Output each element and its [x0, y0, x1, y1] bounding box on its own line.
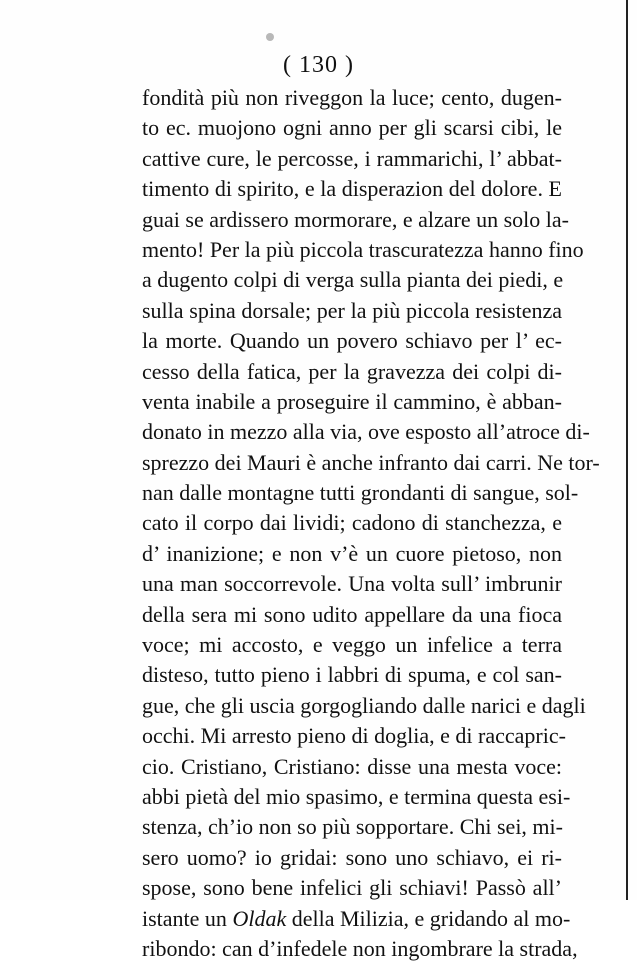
text-line: d’ inanizione; e non v’è un cuore pietoso, non	[142, 540, 562, 566]
text-line: voce; mi accosto, e veggo un infelice a terra	[142, 632, 562, 658]
text-line: ribondo: can d’infedele non ingombrare la strada,	[142, 935, 578, 961]
text-line: sprezzo dei Mauri è anche infranto dai carri. Ne tor-	[142, 449, 600, 475]
text-line: una man soccorrevole. Una volta sull’ imbrunir	[142, 571, 562, 597]
text-line: stenza, ch’io non so più sopportare. Chi sei, mi-	[142, 814, 563, 840]
text-line: cattive cure, le percosse, i rammarichi, l’ abbat-	[142, 145, 562, 171]
text-line: donato in mezzo alla via, ove esposto all’atroce di-	[142, 419, 590, 445]
italic-term: Oldak	[232, 905, 287, 931]
text-line: mento! Per la più piccola trascuratezza hanno fino	[142, 236, 584, 262]
text-line: occhi. Mi arresto pieno di doglia, e di raccapric-	[142, 723, 566, 749]
text-line: venta inabile a proseguire il cammino, è abban-	[142, 388, 562, 414]
text-line: sulla spina dorsale; per la più piccola resistenza	[142, 297, 562, 323]
text-line: sero uomo? io gridai: sono uno schiavo, ei ri-	[142, 844, 562, 870]
text-line: cesso della fatica, per la gravezza dei colpi di-	[142, 358, 562, 384]
text-line: to ec. muojono ogni anno per gli scarsi cibi, le	[142, 115, 562, 141]
ink-speck	[266, 33, 274, 41]
text-line: nan dalle montagne tutti grondanti di sangue, sol-	[142, 480, 579, 506]
text-line: a dugento colpi di verga sulla pianta dei piedi, e	[142, 267, 564, 293]
text-line: la morte. Quando un povero schiavo per l’ ec-	[142, 328, 562, 354]
text-line: istante un Oldak della Milizia, e gridando al mo-	[142, 905, 571, 931]
text-line: abbi pietà del mio spasimo, e termina questa esi-	[142, 783, 571, 809]
text-line: fondità più non riveggon la luce; cento, dugen-	[142, 85, 562, 110]
text-line: timento di spirito, e la disperazion del dolore. E	[142, 176, 562, 202]
body-text	[142, 83, 600, 964]
text-line: della sera mi sono udito appellare da una fioca	[142, 601, 562, 627]
text-line: guai se ardissero mormorare, e alzare un solo la-	[142, 206, 569, 232]
text-line: cio. Cristiano, Cristiano: disse una mesta voce:	[142, 753, 562, 779]
text-line: spose, sono bene infelici gli schiavi! Passò all’	[142, 875, 562, 901]
text-line: disteso, tutto pieno i labbri di spuma, e col san-	[142, 662, 562, 688]
page-number: ( 130 )	[283, 52, 354, 78]
page-edge-rule	[626, 0, 628, 900]
text-line: cato il corpo dai lividi; cadono di stanchezza, e	[142, 510, 562, 536]
text-line: gue, che gli uscia gorgogliando dalle narici e dagli	[142, 692, 586, 718]
